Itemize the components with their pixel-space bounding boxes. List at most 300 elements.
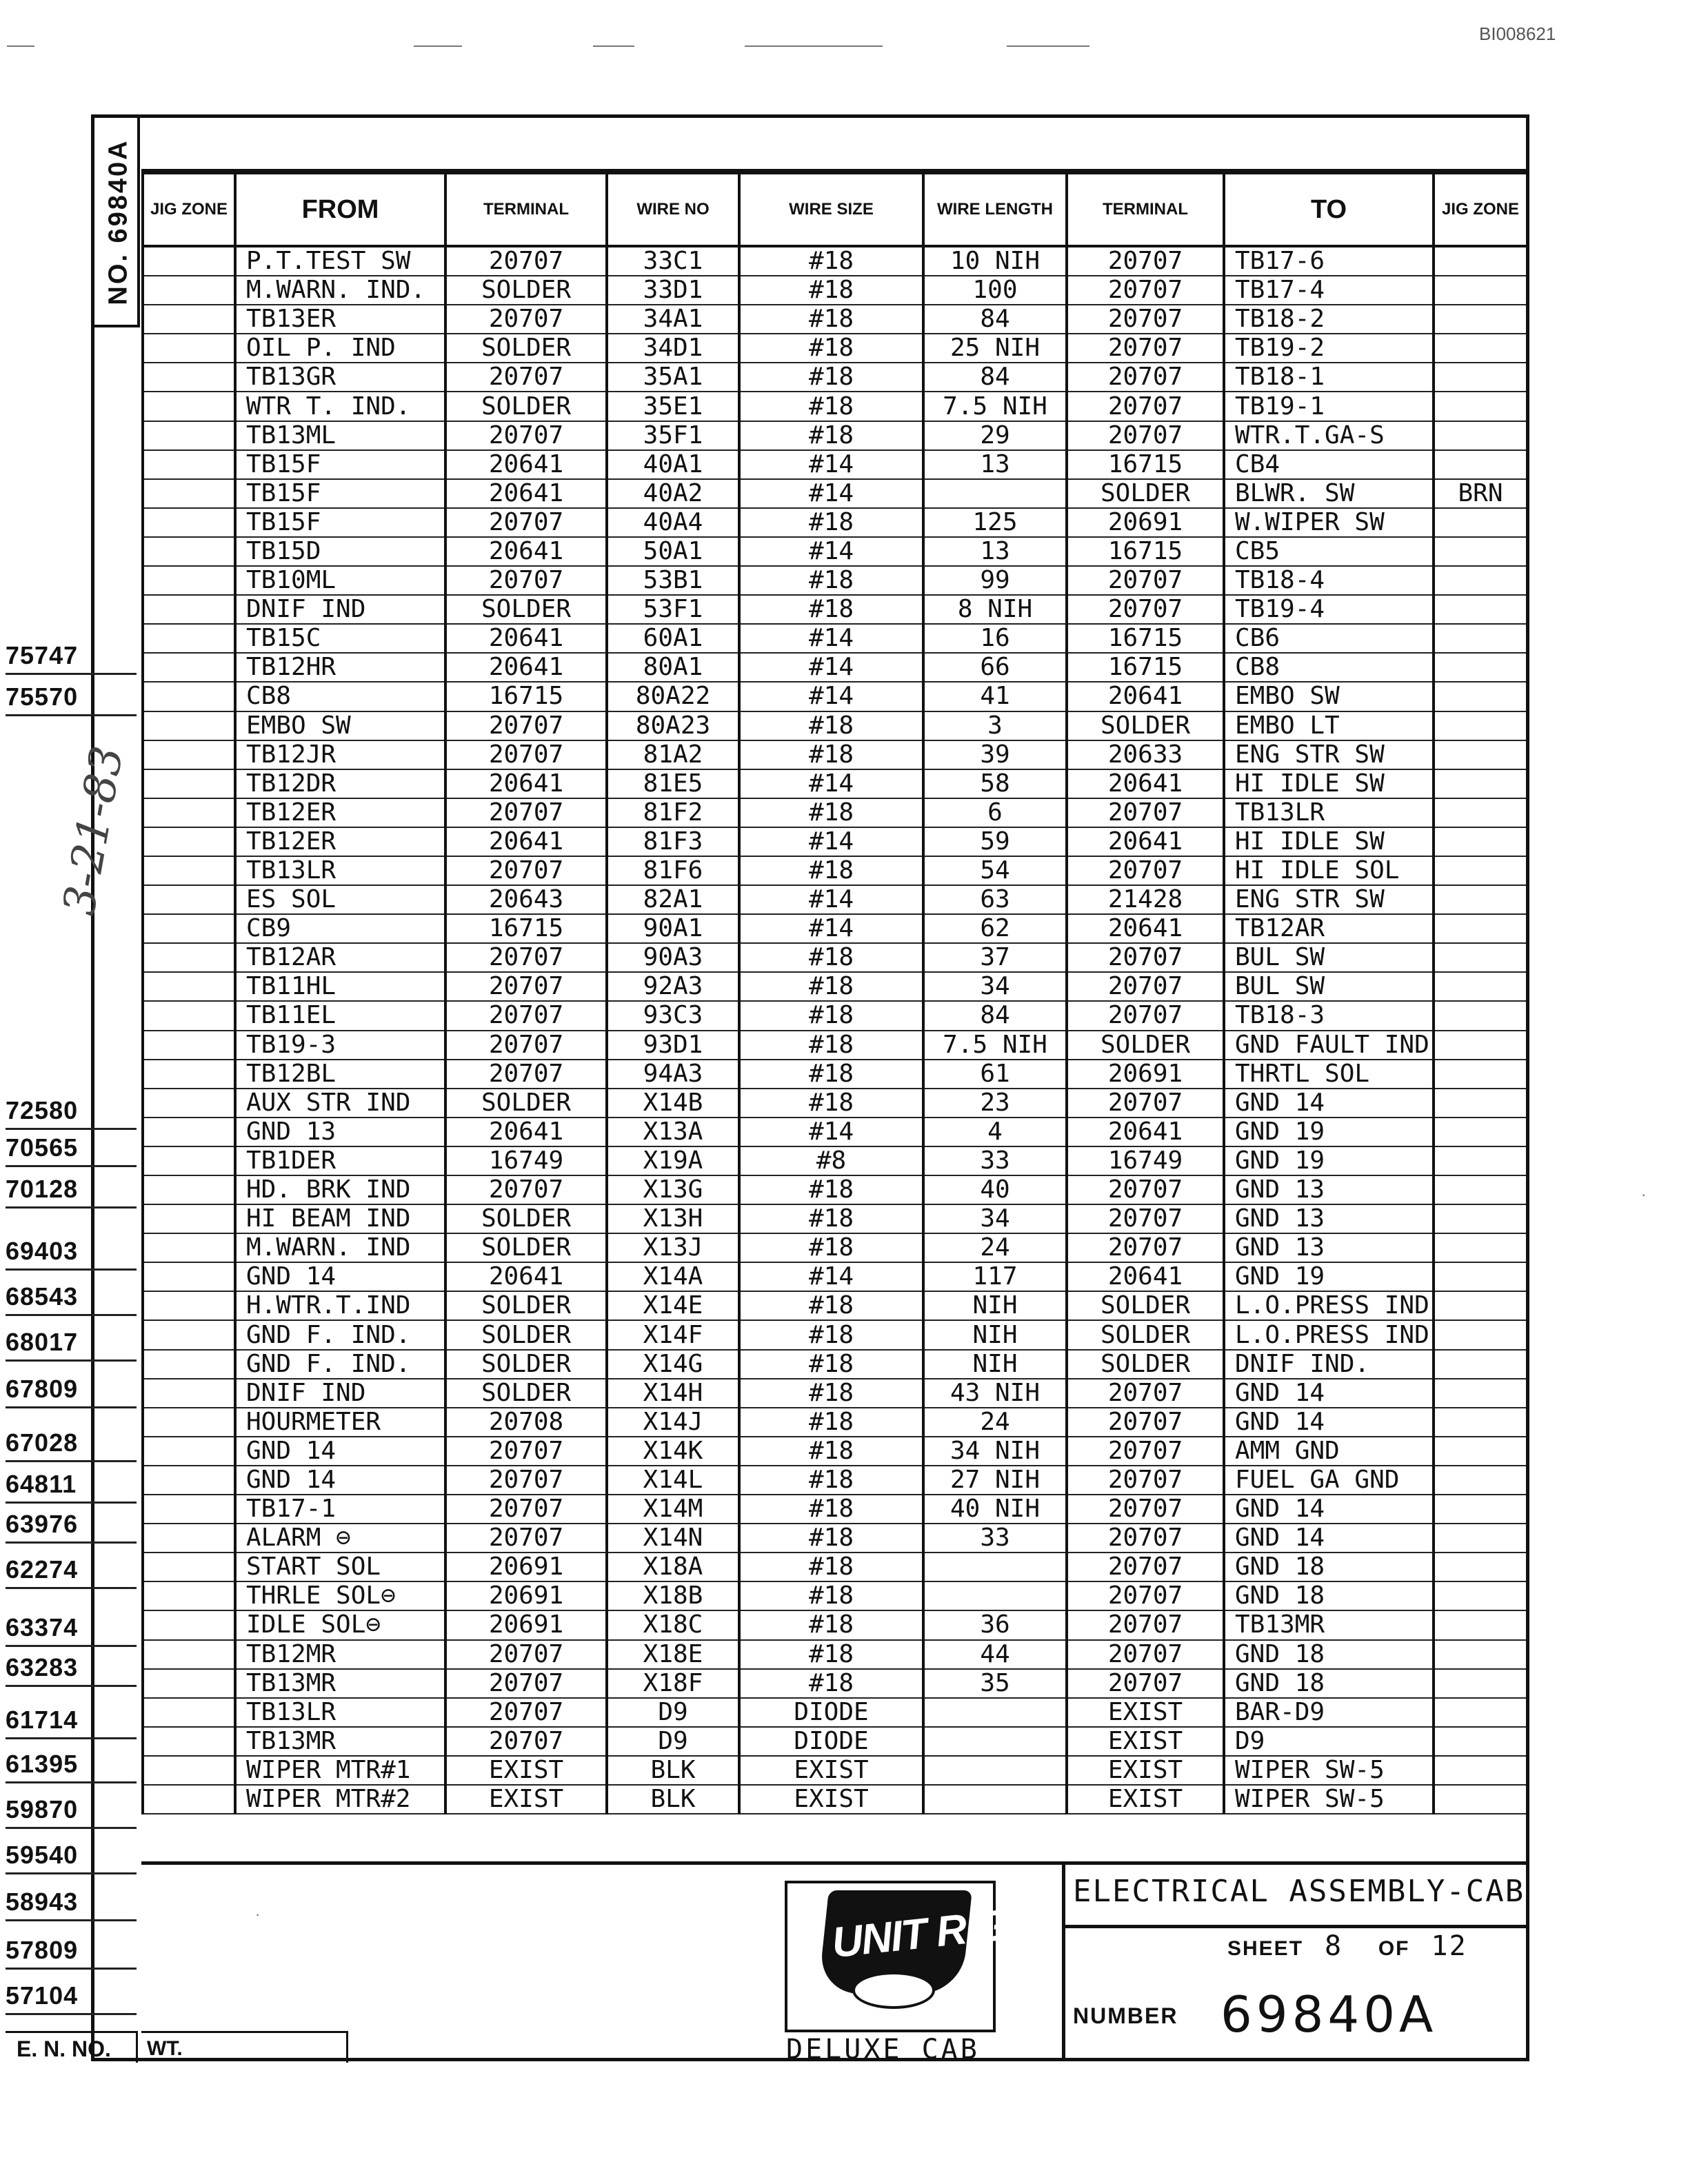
cell-wire-no: X19A bbox=[607, 1146, 739, 1175]
cell-to: CB8 bbox=[1224, 653, 1434, 682]
cell-terminal-from: 20641 bbox=[445, 1262, 607, 1291]
cell-jig-zone-to bbox=[1434, 1060, 1527, 1089]
table-row bbox=[143, 711, 1527, 740]
cell-from: TB13LR bbox=[235, 856, 445, 885]
cell-wire-size: #14 bbox=[739, 653, 923, 682]
cell-terminal-to: 20707 bbox=[1067, 1089, 1224, 1118]
cell-wire-length: 84 bbox=[923, 305, 1067, 334]
cell-jig-zone-from bbox=[143, 1437, 235, 1466]
cell-from: EMBO SW bbox=[235, 711, 445, 740]
cell-wire-no: 93D1 bbox=[607, 1031, 739, 1060]
cell-terminal-to: 20707 bbox=[1067, 334, 1224, 363]
table-row bbox=[143, 537, 1527, 566]
table-row bbox=[143, 1698, 1527, 1727]
table-row bbox=[143, 972, 1527, 1001]
table-row bbox=[143, 1175, 1527, 1204]
cell-wire-length: 33 bbox=[923, 1524, 1067, 1553]
cell-from: TB15F bbox=[235, 508, 445, 537]
cell-jig-zone-from bbox=[143, 1379, 235, 1408]
en-number: 69403 bbox=[6, 1237, 137, 1271]
cell-wire-no: X14A bbox=[607, 1262, 739, 1291]
cell-wire-length: 6 bbox=[923, 798, 1067, 827]
cell-jig-zone-from bbox=[143, 1031, 235, 1060]
cell-terminal-to: SOLDER bbox=[1067, 1350, 1224, 1379]
cell-wire-length: 61 bbox=[923, 1060, 1067, 1089]
cell-jig-zone-to bbox=[1434, 363, 1527, 392]
cell-jig-zone-from bbox=[143, 508, 235, 537]
table-row bbox=[143, 798, 1527, 827]
cell-wire-size: DIODE bbox=[739, 1698, 923, 1727]
cell-wire-length: 44 bbox=[923, 1640, 1067, 1669]
cell-from: TB17-1 bbox=[235, 1495, 445, 1524]
cell-wire-size: #14 bbox=[739, 885, 923, 914]
cell-to: GND 19 bbox=[1224, 1262, 1434, 1291]
cell-wire-size: #18 bbox=[739, 1524, 923, 1553]
cell-jig-zone-to bbox=[1434, 711, 1527, 740]
cell-from: TB12MR bbox=[235, 1640, 445, 1669]
scan-mark bbox=[1007, 46, 1089, 47]
table-row bbox=[143, 653, 1527, 682]
cell-to: THRTL SOL bbox=[1224, 1060, 1434, 1089]
cell-wire-size: #18 bbox=[739, 1408, 923, 1437]
sheet-indicator bbox=[1227, 1930, 1467, 1962]
cell-terminal-from: 20707 bbox=[445, 1466, 607, 1495]
cell-to: TB17-6 bbox=[1224, 246, 1434, 276]
cell-wire-length: 29 bbox=[923, 421, 1067, 450]
cell-wire-size: #14 bbox=[739, 537, 923, 566]
cell-jig-zone-to bbox=[1434, 1291, 1527, 1320]
table-row bbox=[143, 1524, 1527, 1553]
table-row bbox=[143, 885, 1527, 914]
cell-terminal-to: 16715 bbox=[1067, 450, 1224, 479]
cell-wire-length bbox=[923, 1727, 1067, 1756]
cell-wire-size: #18 bbox=[739, 740, 923, 769]
of-value: 12 bbox=[1431, 1930, 1467, 1962]
cell-jig-zone-to bbox=[1434, 1001, 1527, 1030]
cell-wire-no: X14B bbox=[607, 1089, 739, 1118]
cell-wire-size: #14 bbox=[739, 769, 923, 798]
col-header-terminal-from: TERMINAL bbox=[445, 173, 607, 246]
cell-terminal-from: SOLDER bbox=[445, 1379, 607, 1408]
table-row bbox=[143, 566, 1527, 595]
cell-terminal-from: 20707 bbox=[445, 1437, 607, 1466]
cell-wire-length: 117 bbox=[923, 1262, 1067, 1291]
cell-from: GND 14 bbox=[235, 1262, 445, 1291]
cell-jig-zone-to bbox=[1434, 1437, 1527, 1466]
cell-jig-zone-from bbox=[143, 421, 235, 450]
table-row bbox=[143, 682, 1527, 711]
cell-wire-no: 35E1 bbox=[607, 392, 739, 421]
cell-from: TB12ER bbox=[235, 798, 445, 827]
cell-wire-size: #18 bbox=[739, 1089, 923, 1118]
cell-to: GND 14 bbox=[1224, 1379, 1434, 1408]
cell-from: TB15F bbox=[235, 450, 445, 479]
cell-jig-zone-to bbox=[1434, 1756, 1527, 1785]
cell-terminal-from: EXIST bbox=[445, 1756, 607, 1785]
cell-wire-size: #18 bbox=[739, 1320, 923, 1349]
cell-wire-size: #18 bbox=[739, 1466, 923, 1495]
cell-terminal-from: 20707 bbox=[445, 1727, 607, 1756]
cell-to: FUEL GA GND bbox=[1224, 1466, 1434, 1495]
cell-to: TB19-1 bbox=[1224, 392, 1434, 421]
cell-terminal-to: 20707 bbox=[1067, 1204, 1224, 1233]
cell-terminal-to: EXIST bbox=[1067, 1698, 1224, 1727]
cell-terminal-to: 20691 bbox=[1067, 1060, 1224, 1089]
scan-mark bbox=[414, 46, 462, 47]
cell-terminal-from: 20691 bbox=[445, 1610, 607, 1639]
cell-wire-size: #18 bbox=[739, 508, 923, 537]
cell-jig-zone-to bbox=[1434, 1379, 1527, 1408]
cell-wire-length: 40 NIH bbox=[923, 1495, 1067, 1524]
cell-wire-length: 59 bbox=[923, 827, 1067, 856]
cell-wire-size: #8 bbox=[739, 1146, 923, 1175]
cell-from: HOURMETER bbox=[235, 1408, 445, 1437]
table-row bbox=[143, 1291, 1527, 1320]
cell-wire-size: #14 bbox=[739, 1262, 923, 1291]
cell-terminal-to: 20707 bbox=[1067, 1175, 1224, 1204]
en-number: 61714 bbox=[6, 1706, 137, 1739]
cell-wire-size: #18 bbox=[739, 972, 923, 1001]
cell-jig-zone-to bbox=[1434, 943, 1527, 972]
cell-jig-zone-to bbox=[1434, 1408, 1527, 1437]
cell-terminal-from: SOLDER bbox=[445, 595, 607, 624]
cell-jig-zone-from bbox=[143, 1581, 235, 1610]
cell-to: BLWR. SW bbox=[1224, 479, 1434, 508]
cell-to: WIPER SW-5 bbox=[1224, 1785, 1434, 1814]
en-number: 63283 bbox=[6, 1653, 137, 1687]
cell-terminal-from: 20707 bbox=[445, 972, 607, 1001]
cell-from: GND F. IND. bbox=[235, 1320, 445, 1349]
cell-terminal-to: 20641 bbox=[1067, 827, 1224, 856]
table-row bbox=[143, 1669, 1527, 1698]
cell-terminal-to: 16715 bbox=[1067, 624, 1224, 653]
table-row bbox=[143, 1610, 1527, 1639]
cell-wire-size: DIODE bbox=[739, 1727, 923, 1756]
scan-mark bbox=[745, 46, 883, 47]
cell-jig-zone-from bbox=[143, 885, 235, 914]
cell-jig-zone-from bbox=[143, 943, 235, 972]
cell-terminal-to: 20633 bbox=[1067, 740, 1224, 769]
cell-jig-zone-from bbox=[143, 1060, 235, 1089]
cell-wire-no: 40A2 bbox=[607, 479, 739, 508]
cell-wire-size: #14 bbox=[739, 682, 923, 711]
cell-wire-no: 53B1 bbox=[607, 566, 739, 595]
cell-wire-no: X14L bbox=[607, 1466, 739, 1495]
scan-speck: · bbox=[255, 1905, 261, 1923]
cell-jig-zone-to bbox=[1434, 537, 1527, 566]
table-row bbox=[143, 305, 1527, 334]
cell-wire-no: X13A bbox=[607, 1118, 739, 1146]
cell-jig-zone-to bbox=[1434, 914, 1527, 943]
table-row bbox=[143, 1089, 1527, 1118]
cell-wire-size: #18 bbox=[739, 363, 923, 392]
cell-jig-zone-to bbox=[1434, 1350, 1527, 1379]
cell-wire-length bbox=[923, 1785, 1067, 1814]
cell-wire-length: 54 bbox=[923, 856, 1067, 885]
cell-wire-size: #18 bbox=[739, 1031, 923, 1060]
cell-terminal-from: 20707 bbox=[445, 711, 607, 740]
cell-jig-zone-from bbox=[143, 624, 235, 653]
table-row bbox=[143, 769, 1527, 798]
cell-terminal-to: SOLDER bbox=[1067, 711, 1224, 740]
of-label: OF bbox=[1378, 1937, 1410, 1960]
cell-jig-zone-to bbox=[1434, 421, 1527, 450]
cell-terminal-to: 20641 bbox=[1067, 769, 1224, 798]
cell-terminal-from: 20707 bbox=[445, 1640, 607, 1669]
cell-terminal-to: 16715 bbox=[1067, 653, 1224, 682]
cell-terminal-to: EXIST bbox=[1067, 1785, 1224, 1814]
cell-to: TB13LR bbox=[1224, 798, 1434, 827]
cell-to: GND 19 bbox=[1224, 1146, 1434, 1175]
cell-terminal-to: 20707 bbox=[1067, 246, 1224, 276]
cell-terminal-to: 20707 bbox=[1067, 421, 1224, 450]
drawing-number-tab-label: NO. 69840A bbox=[103, 139, 133, 305]
drawing-number: 69840A bbox=[1220, 1985, 1438, 2043]
table-row bbox=[143, 1350, 1527, 1379]
cell-wire-length: 24 bbox=[923, 1233, 1067, 1262]
cell-wire-length: NIH bbox=[923, 1350, 1067, 1379]
cell-wire-length: 63 bbox=[923, 885, 1067, 914]
cell-wire-length bbox=[923, 1581, 1067, 1610]
table-row bbox=[143, 421, 1527, 450]
cell-from: HI BEAM IND bbox=[235, 1204, 445, 1233]
cell-from: P.T.TEST SW bbox=[235, 246, 445, 276]
cell-terminal-to: 20707 bbox=[1067, 943, 1224, 972]
cell-wire-no: X14J bbox=[607, 1408, 739, 1437]
cell-from: GND 14 bbox=[235, 1466, 445, 1495]
cell-to: CB5 bbox=[1224, 537, 1434, 566]
cell-wire-length: 34 bbox=[923, 972, 1067, 1001]
cell-wire-length bbox=[923, 1756, 1067, 1785]
cell-wire-size: #18 bbox=[739, 276, 923, 305]
cell-wire-length: 35 bbox=[923, 1669, 1067, 1698]
cell-jig-zone-from bbox=[143, 1408, 235, 1437]
cell-to: TB18-1 bbox=[1224, 363, 1434, 392]
cell-to: GND 18 bbox=[1224, 1553, 1434, 1581]
cell-wire-size: #18 bbox=[739, 1640, 923, 1669]
cell-wire-size: #18 bbox=[739, 566, 923, 595]
table-row bbox=[143, 943, 1527, 972]
cell-from: TB13ML bbox=[235, 421, 445, 450]
cell-to: WTR.T.GA-S bbox=[1224, 421, 1434, 450]
cell-wire-no: 35A1 bbox=[607, 363, 739, 392]
cell-wire-size: #18 bbox=[739, 1350, 923, 1379]
col-header-wire-length: WIRE LENGTH bbox=[923, 173, 1067, 246]
cell-from: WTR T. IND. bbox=[235, 392, 445, 421]
cell-wire-no: 81E5 bbox=[607, 769, 739, 798]
cell-wire-length: 3 bbox=[923, 711, 1067, 740]
cell-wire-length: 25 NIH bbox=[923, 334, 1067, 363]
cell-jig-zone-to bbox=[1434, 1204, 1527, 1233]
cell-wire-size: #18 bbox=[739, 392, 923, 421]
col-header-from: FROM bbox=[235, 173, 445, 246]
cell-terminal-to: 20707 bbox=[1067, 1001, 1224, 1030]
cell-to: EMBO LT bbox=[1224, 711, 1434, 740]
table-row bbox=[143, 1233, 1527, 1262]
cell-to: TB19-2 bbox=[1224, 334, 1434, 363]
weight-label: WT. bbox=[141, 2031, 348, 2063]
cell-to: GND 18 bbox=[1224, 1640, 1434, 1669]
cell-jig-zone-to bbox=[1434, 1262, 1527, 1291]
cell-from: TB13LR bbox=[235, 1698, 445, 1727]
cell-wire-no: X13J bbox=[607, 1233, 739, 1262]
cell-jig-zone-from bbox=[143, 1756, 235, 1785]
sheet-label: SHEET bbox=[1227, 1937, 1304, 1960]
cell-terminal-to: 20707 bbox=[1067, 1553, 1224, 1581]
table-row bbox=[143, 1001, 1527, 1030]
cell-to: GND 18 bbox=[1224, 1581, 1434, 1610]
cell-wire-size: #18 bbox=[739, 334, 923, 363]
col-header-to: TO bbox=[1224, 173, 1434, 246]
table-row bbox=[143, 1060, 1527, 1089]
cell-wire-no: X14M bbox=[607, 1495, 739, 1524]
cell-from: TB13GR bbox=[235, 363, 445, 392]
cell-from: GND F. IND. bbox=[235, 1350, 445, 1379]
cell-wire-length: 23 bbox=[923, 1089, 1067, 1118]
sheet-value: 8 bbox=[1325, 1930, 1343, 1962]
cell-terminal-from: 20707 bbox=[445, 1031, 607, 1060]
cell-wire-length: 62 bbox=[923, 914, 1067, 943]
table-row bbox=[143, 1581, 1527, 1610]
cell-terminal-from: 20707 bbox=[445, 566, 607, 595]
cell-terminal-from: 20707 bbox=[445, 1060, 607, 1089]
cell-wire-length: 10 NIH bbox=[923, 246, 1067, 276]
cell-wire-length: 16 bbox=[923, 624, 1067, 653]
cell-wire-no: 81A2 bbox=[607, 740, 739, 769]
cell-wire-no: 82A1 bbox=[607, 885, 739, 914]
cell-jig-zone-from bbox=[143, 363, 235, 392]
cell-wire-length: 99 bbox=[923, 566, 1067, 595]
cell-wire-length: 13 bbox=[923, 450, 1067, 479]
en-number: 75570 bbox=[6, 682, 137, 716]
cell-from: ALARM ⊖ bbox=[235, 1524, 445, 1553]
cell-wire-length: 7.5 NIH bbox=[923, 392, 1067, 421]
cell-from: H.WTR.T.IND bbox=[235, 1291, 445, 1320]
cell-terminal-to: 20707 bbox=[1067, 1640, 1224, 1669]
cell-jig-zone-to bbox=[1434, 1581, 1527, 1610]
cell-jig-zone-from bbox=[143, 682, 235, 711]
cell-wire-length: 84 bbox=[923, 363, 1067, 392]
cell-terminal-to: 20707 bbox=[1067, 856, 1224, 885]
cell-to: L.O.PRESS IND bbox=[1224, 1320, 1434, 1349]
cell-jig-zone-to bbox=[1434, 1175, 1527, 1204]
cell-to: CB4 bbox=[1224, 450, 1434, 479]
cell-jig-zone-from bbox=[143, 1233, 235, 1262]
cell-wire-size: #14 bbox=[739, 1118, 923, 1146]
cell-wire-no: X13H bbox=[607, 1204, 739, 1233]
drawing-header-band bbox=[141, 118, 1526, 172]
cell-jig-zone-from bbox=[143, 566, 235, 595]
col-header-jig-zone-from: JIG ZONE bbox=[143, 173, 235, 246]
cell-terminal-to: 20707 bbox=[1067, 1408, 1224, 1437]
en-number: 67809 bbox=[6, 1375, 137, 1408]
cell-wire-length: 66 bbox=[923, 653, 1067, 682]
cell-jig-zone-to bbox=[1434, 1031, 1527, 1060]
logo-emblem bbox=[852, 1972, 935, 2009]
cell-wire-length: NIH bbox=[923, 1291, 1067, 1320]
cell-wire-size: #18 bbox=[739, 1581, 923, 1610]
en-number: 58943 bbox=[6, 1888, 137, 1921]
cell-from: GND 13 bbox=[235, 1118, 445, 1146]
cell-jig-zone-from bbox=[143, 1204, 235, 1233]
cell-to: HI IDLE SW bbox=[1224, 827, 1434, 856]
cell-to: BUL SW bbox=[1224, 943, 1434, 972]
cell-from: TB12HR bbox=[235, 653, 445, 682]
scan-mark bbox=[593, 46, 634, 47]
cell-terminal-from: 20707 bbox=[445, 798, 607, 827]
cell-jig-zone-from bbox=[143, 392, 235, 421]
cell-terminal-to: SOLDER bbox=[1067, 479, 1224, 508]
cell-jig-zone-from bbox=[143, 334, 235, 363]
cell-from: TB13MR bbox=[235, 1669, 445, 1698]
cell-terminal-to: 20707 bbox=[1067, 363, 1224, 392]
cell-jig-zone-to bbox=[1434, 1640, 1527, 1669]
cell-to: GND 13 bbox=[1224, 1204, 1434, 1233]
cell-wire-size: #18 bbox=[739, 1669, 923, 1698]
cell-jig-zone-from bbox=[143, 450, 235, 479]
cell-jig-zone-from bbox=[143, 827, 235, 856]
table-row bbox=[143, 1146, 1527, 1175]
cell-wire-length: 7.5 NIH bbox=[923, 1031, 1067, 1060]
cell-wire-size: #18 bbox=[739, 1495, 923, 1524]
cell-jig-zone-to bbox=[1434, 1785, 1527, 1814]
cell-terminal-to: 20641 bbox=[1067, 1262, 1224, 1291]
cell-jig-zone-from bbox=[143, 1146, 235, 1175]
table-row bbox=[143, 827, 1527, 856]
table-row bbox=[143, 276, 1527, 305]
cell-wire-length bbox=[923, 1553, 1067, 1581]
cell-wire-length: 33 bbox=[923, 1146, 1067, 1175]
en-number: 63374 bbox=[6, 1613, 137, 1647]
cell-terminal-from: 20641 bbox=[445, 769, 607, 798]
cell-jig-zone-to bbox=[1434, 1698, 1527, 1727]
table-row bbox=[143, 1204, 1527, 1233]
cell-terminal-to: 20707 bbox=[1067, 276, 1224, 305]
cell-from: AUX STR IND bbox=[235, 1089, 445, 1118]
cell-to: BUL SW bbox=[1224, 972, 1434, 1001]
cell-wire-length: 58 bbox=[923, 769, 1067, 798]
cell-from: DNIF IND bbox=[235, 595, 445, 624]
cell-jig-zone-from bbox=[143, 1001, 235, 1030]
cell-jig-zone-from bbox=[143, 653, 235, 682]
table-row bbox=[143, 508, 1527, 537]
cell-wire-no: 80A1 bbox=[607, 653, 739, 682]
cell-wire-size: EXIST bbox=[739, 1756, 923, 1785]
cell-jig-zone-to bbox=[1434, 1089, 1527, 1118]
table-row bbox=[143, 595, 1527, 624]
cell-wire-no: 34D1 bbox=[607, 334, 739, 363]
cell-to: HI IDLE SW bbox=[1224, 769, 1434, 798]
cell-terminal-from: 20707 bbox=[445, 305, 607, 334]
title-block-divider bbox=[1062, 1925, 1529, 1928]
cell-jig-zone-to bbox=[1434, 508, 1527, 537]
cell-jig-zone-from bbox=[143, 1320, 235, 1349]
cell-to: TB13MR bbox=[1224, 1610, 1434, 1639]
cell-terminal-from: 20708 bbox=[445, 1408, 607, 1437]
cell-jig-zone-to bbox=[1434, 1466, 1527, 1495]
cell-jig-zone-from bbox=[143, 305, 235, 334]
cell-from: WIPER MTR#2 bbox=[235, 1785, 445, 1814]
cell-terminal-from: 16715 bbox=[445, 682, 607, 711]
cell-to: DNIF IND. bbox=[1224, 1350, 1434, 1379]
cell-jig-zone-to bbox=[1434, 1233, 1527, 1262]
cell-from: TB11EL bbox=[235, 1001, 445, 1030]
cell-wire-size: #18 bbox=[739, 1553, 923, 1581]
cell-wire-no: BLK bbox=[607, 1756, 739, 1785]
cell-terminal-from: 16749 bbox=[445, 1146, 607, 1175]
cell-wire-no: 40A1 bbox=[607, 450, 739, 479]
cell-jig-zone-from bbox=[143, 769, 235, 798]
